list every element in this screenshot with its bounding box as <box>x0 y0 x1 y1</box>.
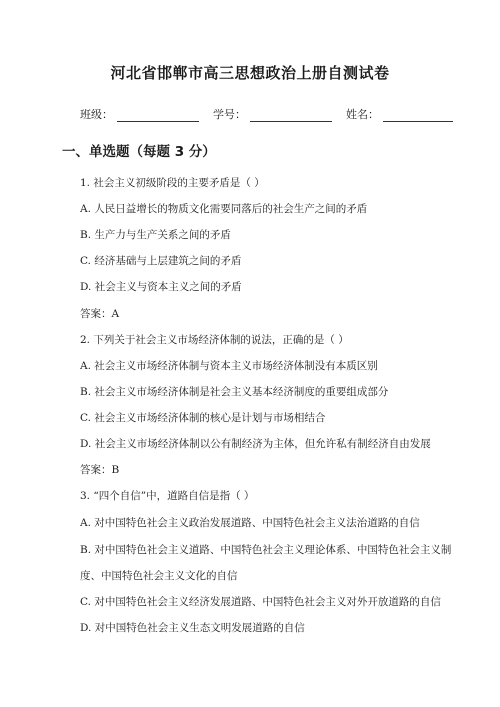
option-a: A. 社会主义市场经济体制与资本主义市场经济体制没有本质区别 <box>80 360 378 372</box>
class-blank <box>117 109 199 122</box>
answer-text: 答案：A <box>80 308 120 320</box>
name-blank <box>383 109 453 122</box>
option-c: C. 经济基础与上层建筑之间的矛盾 <box>80 255 242 267</box>
option-a: A. 人民日益增长的物质文化需要同落后的社会生产之间的矛盾 <box>80 203 368 215</box>
option-c: C. 对中国特色社会主义经济发展道路、中国特色社会主义对外开放道路的自信 <box>80 596 441 608</box>
exam-title: 河北省邯郸市高三思想政治上册自测试卷 <box>110 64 390 82</box>
option-a: A. 对中国特色社会主义政治发展道路、中国特色社会主义法治道路的自信 <box>80 517 420 529</box>
student-id-blank <box>250 109 332 122</box>
question-stem: 3. “四个自信”中，道路自信是指（ ） <box>80 490 255 502</box>
answer-text: 答案：B <box>80 464 120 476</box>
student-id-label: 学号： <box>213 108 246 121</box>
option-d: D. 对中国特色社会主义生态文明发展道路的自信 <box>80 622 305 634</box>
option-b: B. 社会主义市场经济体制是社会主义基本经济制度的重要组成部分 <box>80 386 389 398</box>
option-c: C. 社会主义市场经济体制的核心是计划与市场相结合 <box>80 412 326 424</box>
option-d: D. 社会主义与资本主义之间的矛盾 <box>80 281 242 293</box>
question-stem: 1. 社会主义初级阶段的主要矛盾是（ ） <box>80 177 265 189</box>
section-heading: 一、单选题（每题 3 分） <box>62 144 216 160</box>
class-label: 班级： <box>80 108 113 121</box>
option-b: B. 生产力与生产关系之间的矛盾 <box>80 229 231 241</box>
option-d: D. 社会主义市场经济体制以公有制经济为主体，但允许私有制经济自由发展 <box>80 438 431 450</box>
student-info-row <box>80 106 467 122</box>
option-b: B. 对中国特色社会主义道路、中国特色社会主义理论体系、中国特色社会主义制 <box>80 544 452 556</box>
name-label: 姓名： <box>346 108 379 121</box>
option-b-continued: 度、中国特色社会主义文化的自信 <box>80 570 238 582</box>
question-stem: 2. 下列关于社会主义市场经济体制的说法，正确的是（ ） <box>80 334 349 346</box>
